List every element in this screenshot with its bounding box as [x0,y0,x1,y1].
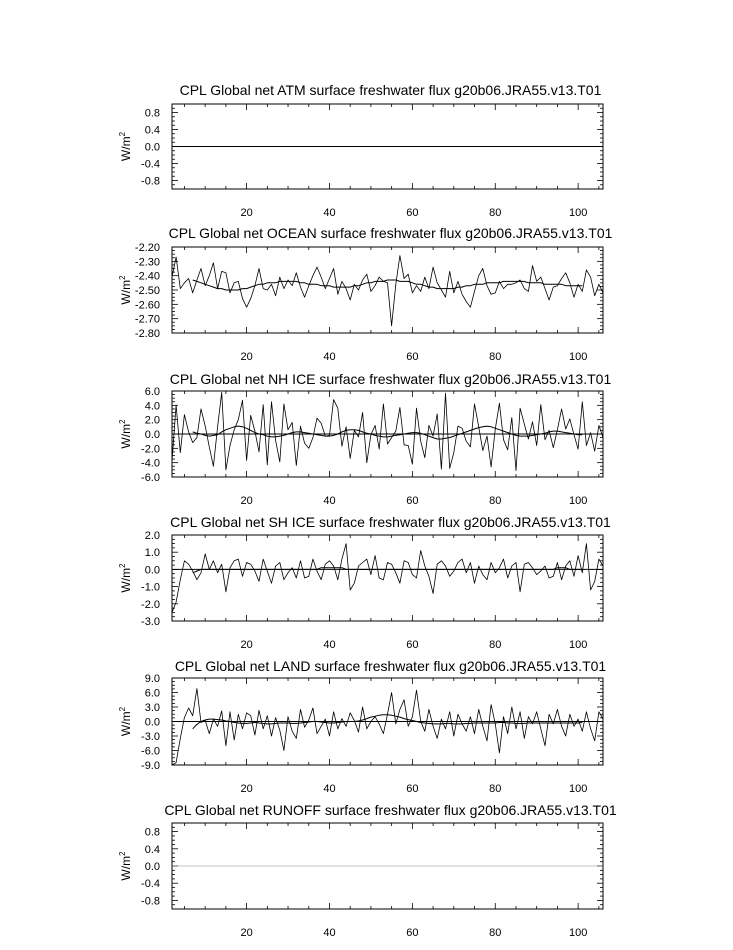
chart-panel-3 [118,371,611,507]
y-tick-label-3-0: -3.0 [141,731,160,743]
y-axis-label-superscript: 2 [118,706,127,712]
y-axis-label-unit: W/m [119,136,133,162]
y-axis-label [118,706,133,736]
x-tick-label-100: 100 [568,639,588,651]
y-tick-label-2-0: 2.0 [144,530,160,542]
x-tick-label-60: 60 [406,783,419,795]
x-tick-label-40: 40 [323,351,336,363]
x-tick-label-40: 40 [323,207,336,219]
y-tick-label-1-0: -1.0 [141,581,160,594]
y-axis-label-superscript: 2 [118,419,127,424]
chart-title: CPL Global net ATM surface freshwater flux g20b06.JRA55.v13.T01 [179,82,602,98]
y-tick-label-0-4: -0.4 [141,158,160,171]
x-tick-label-80: 80 [489,495,502,507]
y-tick-label-2-50: -2.50 [134,285,160,297]
annual-series-line [172,256,603,326]
chart-panel-5 [118,658,606,795]
plot-frame [172,535,603,621]
y-tick-label-0-8: -0.8 [141,895,160,908]
y-tick-label-0-8: 0.8 [144,107,160,120]
x-tick-label-40: 40 [323,495,336,507]
y-axis-label [118,851,133,881]
y-tick-label-9-0: 9.0 [144,673,160,685]
y-tick-label-6-0: -6.0 [141,472,160,484]
y-axis-label-superscript: 2 [118,563,127,568]
y-tick-label-4-0: 4.0 [144,400,160,413]
y-tick-label-2-20: -2.20 [134,242,160,254]
y-axis-label [118,563,133,593]
x-tick-label-60: 60 [406,639,419,651]
y-tick-label-0-0: 0.0 [144,429,160,441]
y-tick-label-0-0: 0.0 [144,716,160,729]
chart-title: CPL Global net RUNOFF surface freshwater flux g20b06.JRA55.v13.T01 [164,802,617,818]
y-axis-label [118,131,133,161]
chart-panel-1 [118,82,603,219]
x-tick-label-60: 60 [406,495,419,507]
x-tick-label-60: 60 [406,927,419,939]
y-tick-label-2-70: -2.70 [134,313,160,326]
y-tick-label-0-0: 0.0 [144,861,160,873]
y-tick-label-2-0: -2.0 [141,598,160,611]
y-tick-label-0-0: 0.0 [144,564,160,577]
y-tick-label-3-0: -3.0 [141,616,160,628]
y-axis-label-superscript: 2 [118,851,127,856]
y-axis-label-superscript: 2 [118,275,127,280]
x-tick-label-80: 80 [489,351,502,363]
x-tick-label-20: 20 [240,495,253,507]
x-tick-label-100: 100 [568,495,588,507]
x-tick-label-60: 60 [406,351,419,363]
chart-title: CPL Global net OCEAN surface freshwater flux g20b06.JRA55.v13.T01 [168,225,613,241]
x-tick-label-100: 100 [568,351,588,363]
y-axis-label-unit: W/m [119,567,133,593]
x-tick-label-80: 80 [489,783,502,795]
y-axis-label-unit: W/m [119,279,133,305]
x-tick-label-100: 100 [568,783,588,795]
y-tick-label-0-4: 0.4 [144,124,160,137]
chart-title: CPL Global net LAND surface freshwater flux g20b06.JRA55.v13.T01 [174,658,607,674]
y-tick-label-9-0: -9.0 [141,760,160,772]
y-axis-label-unit: W/m [119,855,133,881]
y-tick-label-3-0: 3.0 [144,702,160,714]
x-tick-label-20: 20 [240,927,253,939]
y-tick-label-6-0: 6.0 [144,687,160,700]
y-tick-label-0-8: 0.8 [144,826,160,839]
chart-panel-6 [118,802,617,939]
chart-title: CPL Global net SH ICE surface freshwater flux g20b06.JRA55.v13.T01 [170,514,611,530]
x-tick-label-80: 80 [489,639,502,651]
x-tick-label-80: 80 [489,207,502,219]
y-tick-label-2-30: -2.30 [134,256,160,269]
y-tick-label-2-0: -2.0 [141,443,160,456]
annual-series-line [172,689,603,765]
y-tick-label-2-0: 2.0 [144,414,160,427]
chart-panel-2 [118,225,613,363]
x-tick-label-40: 40 [323,639,336,651]
y-tick-label-0-4: 0.4 [144,843,160,856]
y-axis-label-superscript: 2 [118,131,127,137]
x-tick-label-20: 20 [240,639,253,651]
chart-title: CPL Global net NH ICE surface freshwater flux g20b06.JRA55.v13.T01 [169,371,612,387]
y-tick-label-0-4: -0.4 [141,878,160,891]
y-tick-label-0-0: 0.0 [144,141,160,154]
y-axis-label-unit: W/m [119,711,133,737]
x-tick-label-20: 20 [240,207,253,219]
y-axis-label [118,419,133,449]
y-tick-label-2-40: -2.40 [134,270,160,283]
y-tick-label-4-0: -4.0 [141,457,160,470]
x-tick-label-100: 100 [568,207,588,219]
y-tick-label-1-0: 1.0 [144,547,160,560]
chart-panel-4 [118,514,611,651]
y-tick-label-0-8: -0.8 [141,175,160,188]
x-tick-label-40: 40 [323,783,336,795]
running-mean-line [193,426,583,439]
y-tick-label-6-0: 6.0 [144,386,160,398]
x-tick-label-100: 100 [568,927,588,939]
x-tick-label-20: 20 [240,351,253,363]
x-tick-label-80: 80 [489,927,502,939]
x-tick-label-20: 20 [240,783,253,795]
annual-series-line [172,544,603,613]
x-tick-label-60: 60 [406,207,419,219]
y-axis-label [118,275,133,305]
y-tick-label-2-80: -2.80 [134,328,160,340]
x-tick-label-40: 40 [323,927,336,939]
annual-series-line [172,392,603,470]
y-axis-label-unit: W/m [119,423,133,449]
y-tick-label-6-0: -6.0 [141,745,160,758]
y-tick-label-2-60: -2.60 [134,299,160,312]
